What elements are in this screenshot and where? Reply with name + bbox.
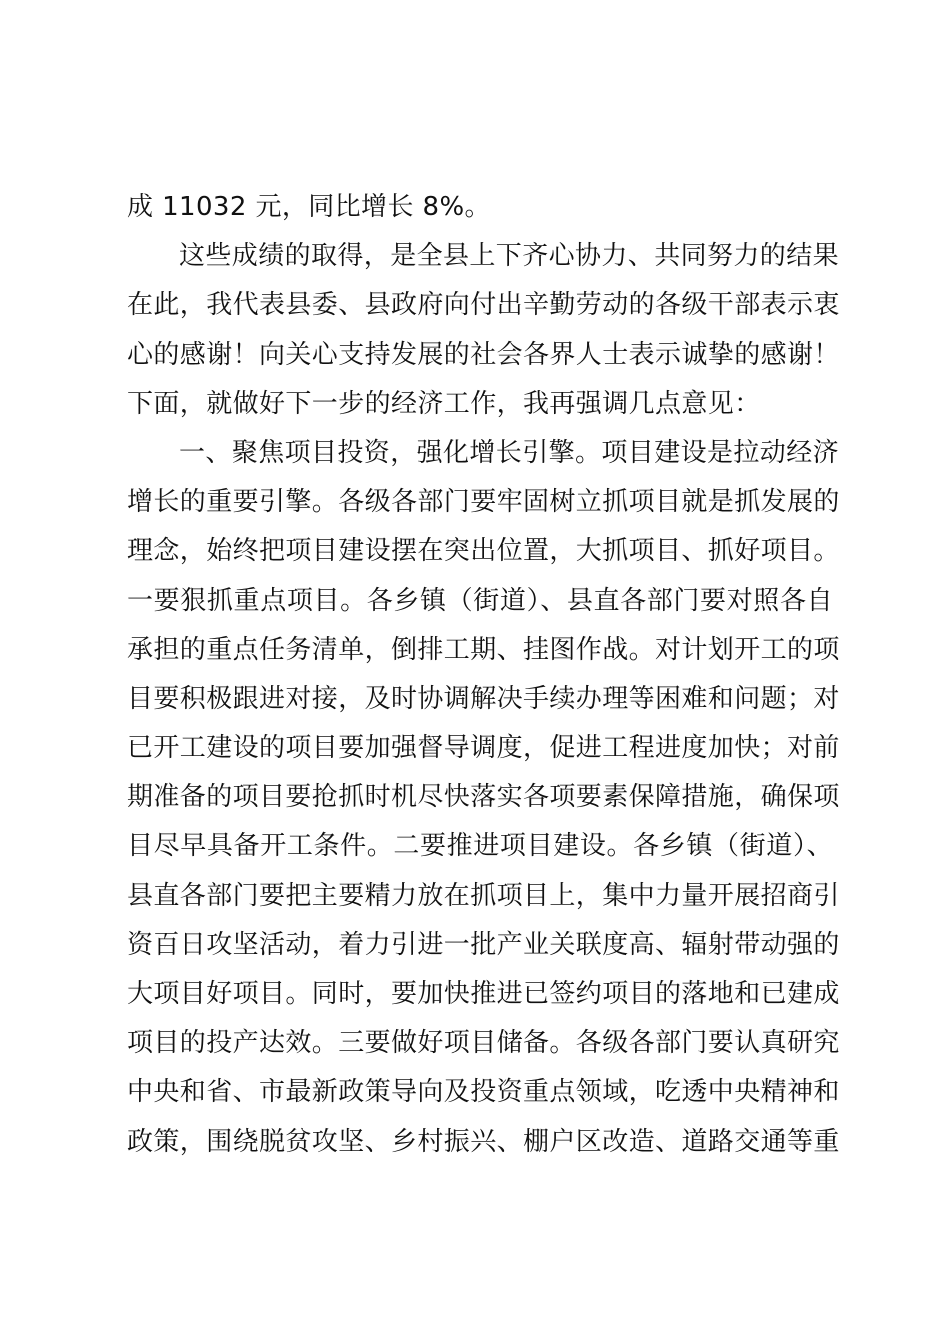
text-line: 下面，就做好下一步的经济工作，我再强调几点意见： [127, 388, 761, 419]
text-line: 中央和省、市最新政策导向及投资重点领域，吃透中央精神和 [127, 1077, 840, 1108]
text-line: 心的感谢！向关心支持发展的社会各界人士表示诚挚的感谢！ [127, 339, 840, 370]
body-text [127, 183, 840, 1167]
text-line: 期准备的项目要抢抓时机尽快落实各项要素保障措施，确保项 [127, 782, 840, 813]
text-line: 理念，始终把项目建设摆在突出位置，大抓项目、抓好项目。 [127, 536, 840, 567]
text-line: 县直各部门要把主要精力放在抓项目上，集中力量开展招商引 [127, 880, 840, 911]
text-line: 政策，围绕脱贫攻坚、乡村振兴、棚户区改造、道路交通等重 [127, 1126, 840, 1157]
text-line: 资百日攻坚活动，着力引进一批产业关联度高、辐射带动强的 [127, 929, 840, 960]
text-line: 增长的重要引擎。各级各部门要牢固树立抓项目就是抓发展的 [127, 487, 840, 518]
text-line: 成 11032 元，同比增长 8%。 [127, 192, 491, 222]
text-line: 项目的投产达效。三要做好项目储备。各级各部门要认真研究 [127, 1028, 840, 1059]
text-line: 一要狠抓重点项目。各乡镇（街道）、县直各部门要对照各自 [127, 585, 833, 616]
text-line: 承担的重点任务清单，倒排工期、挂图作战。对计划开工的项 [127, 634, 840, 665]
text-line: 在此，我代表县委、县政府向付出辛勤劳动的各级干部表示衷 [127, 290, 840, 321]
text-line: 目要积极跟进对接，及时协调解决手续办理等困难和问题；对 [127, 683, 840, 714]
text-line: 目尽早具备开工条件。二要推进项目建设。各乡镇（街道）、 [127, 831, 833, 862]
text-line: 一、聚焦项目投资，强化增长引擎。项目建设是拉动经济 [179, 437, 840, 468]
text-line: 已开工建设的项目要加强督导调度，促进工程进度加快；对前 [127, 733, 840, 764]
text-line: 这些成绩的取得，是全县上下齐心协力、共同努力的结果 [179, 241, 840, 272]
text-line: 大项目好项目。同时，要加快推进已签约项目的落地和已建成 [127, 979, 840, 1009]
